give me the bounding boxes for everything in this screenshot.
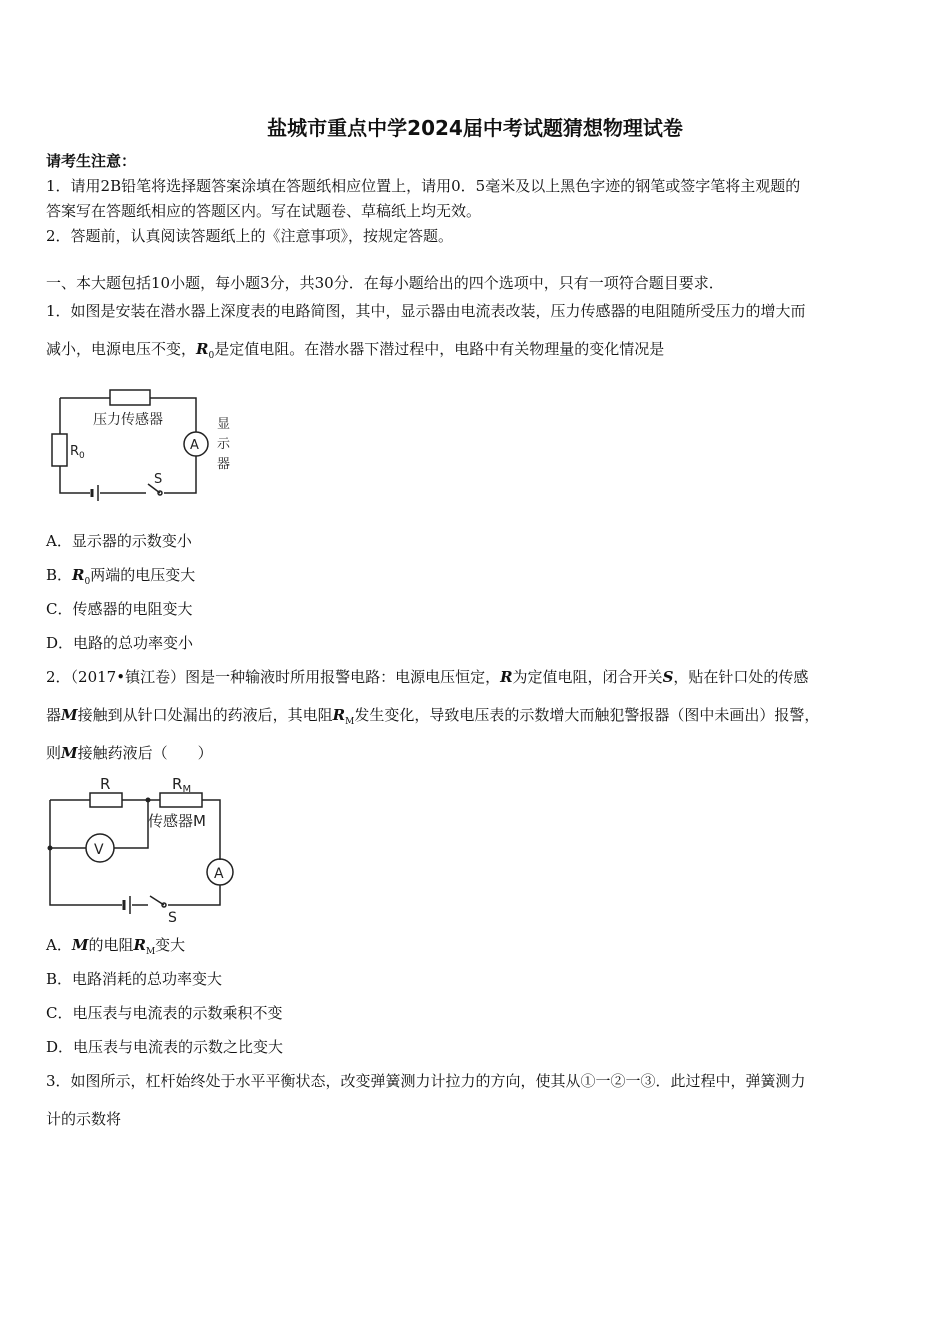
rm-label: $R_M$ <box>172 775 192 795</box>
q2-stem-line1: 2．（2017•镇江卷）图是一种输液时所用报警电路：电源电压恒定，R为定值电阻，闭合开关S，贴在针口处的传感 <box>46 668 809 686</box>
q2-option-b: B．电路消耗的总功率变大 <box>46 970 223 988</box>
sensor-label: 压力传感器 <box>93 412 163 428</box>
q1-option-d: D．电路的总功率变小 <box>46 634 194 652</box>
q1-option-c: C．传感器的电阻变大 <box>46 600 193 618</box>
page-title: 盐城市重点中学2024届中考试题猜想物理试卷 <box>267 116 683 140</box>
display-label-3: 器 <box>217 457 231 472</box>
q1-stem-line2: 减小，电源电压不变，$R_0$是定值电阻。在潜水器下潜过程中，电路中有关物理量的变化情况是 <box>46 340 665 361</box>
q2-stem-line3: 则M接触药液后（ ） <box>46 744 213 762</box>
display-label-2: 示 <box>217 437 231 452</box>
r0-resistor <box>52 434 67 466</box>
q2-option-c: C．电压表与电流表的示数乘积不变 <box>46 1004 283 1022</box>
r0-label: $R_0$ <box>70 444 85 461</box>
pressure-sensor-resistor <box>110 390 150 405</box>
q1-option-a: A．显示器的示数变小 <box>46 532 192 550</box>
notice-line-1b: 答案写在答题纸相应的答题区内。写在试题卷、草稿纸上均无效。 <box>46 202 482 220</box>
notice-line-1: 1．请用2B铅笔将选择题答案涂填在答题纸相应位置上，请用0．5毫米及以上黑色字迹的钢笔或签字笔将主观题的 <box>46 177 801 195</box>
q2-circuit-diagram <box>44 772 244 922</box>
q3-stem-line1: 3．如图所示，杠杆始终处于水平平衡状态，改变弹簧测力计拉力的方向，使其从①一②一③．此过程中，弹簧测力 <box>46 1072 806 1090</box>
q3-stem-line2: 计的示数将 <box>46 1110 122 1128</box>
switch-label: S <box>154 472 163 487</box>
q1-circuit-diagram <box>44 386 244 506</box>
q1-stem-line1: 1．如图是安装在潜水器上深度表的电路简图，其中，显示器由电流表改装，压力传感器的电阻随所受压力的增大而 <box>46 302 806 320</box>
switch-label: S <box>168 910 177 922</box>
rm-sensor-resistor <box>160 793 202 807</box>
display-label-1: 显 <box>217 417 231 432</box>
r-resistor <box>90 793 122 807</box>
notice-line-2: 2．答题前，认真阅读答题纸上的《注意事项》，按规定答题。 <box>46 227 454 245</box>
q2-option-d: D．电压表与电流表的示数之比变大 <box>46 1038 284 1056</box>
sensor-m-label: 传感器M <box>148 812 206 830</box>
r-label: R <box>100 775 111 793</box>
ammeter-label: A <box>214 866 224 882</box>
section-heading: 一、本大题包括10小题，每小题3分，共30分．在每小题给出的四个选项中，只有一项符合题目要求． <box>46 274 724 292</box>
ammeter-label: A <box>190 438 199 453</box>
q2-option-a: A．M的电阻$R_M$变大 <box>46 936 186 957</box>
notice-heading: 请考生注意： <box>46 152 137 170</box>
q2-stem-line2: 器M接触到从针口处漏出的药液后，其电阻$R_M$发生变化，导致电压表的示数增大而触犯警报器（图中未画出）报警， <box>46 706 820 727</box>
q1-option-b: B．$R_0$两端的电压变大 <box>46 566 196 587</box>
voltmeter-label: V <box>94 842 104 858</box>
